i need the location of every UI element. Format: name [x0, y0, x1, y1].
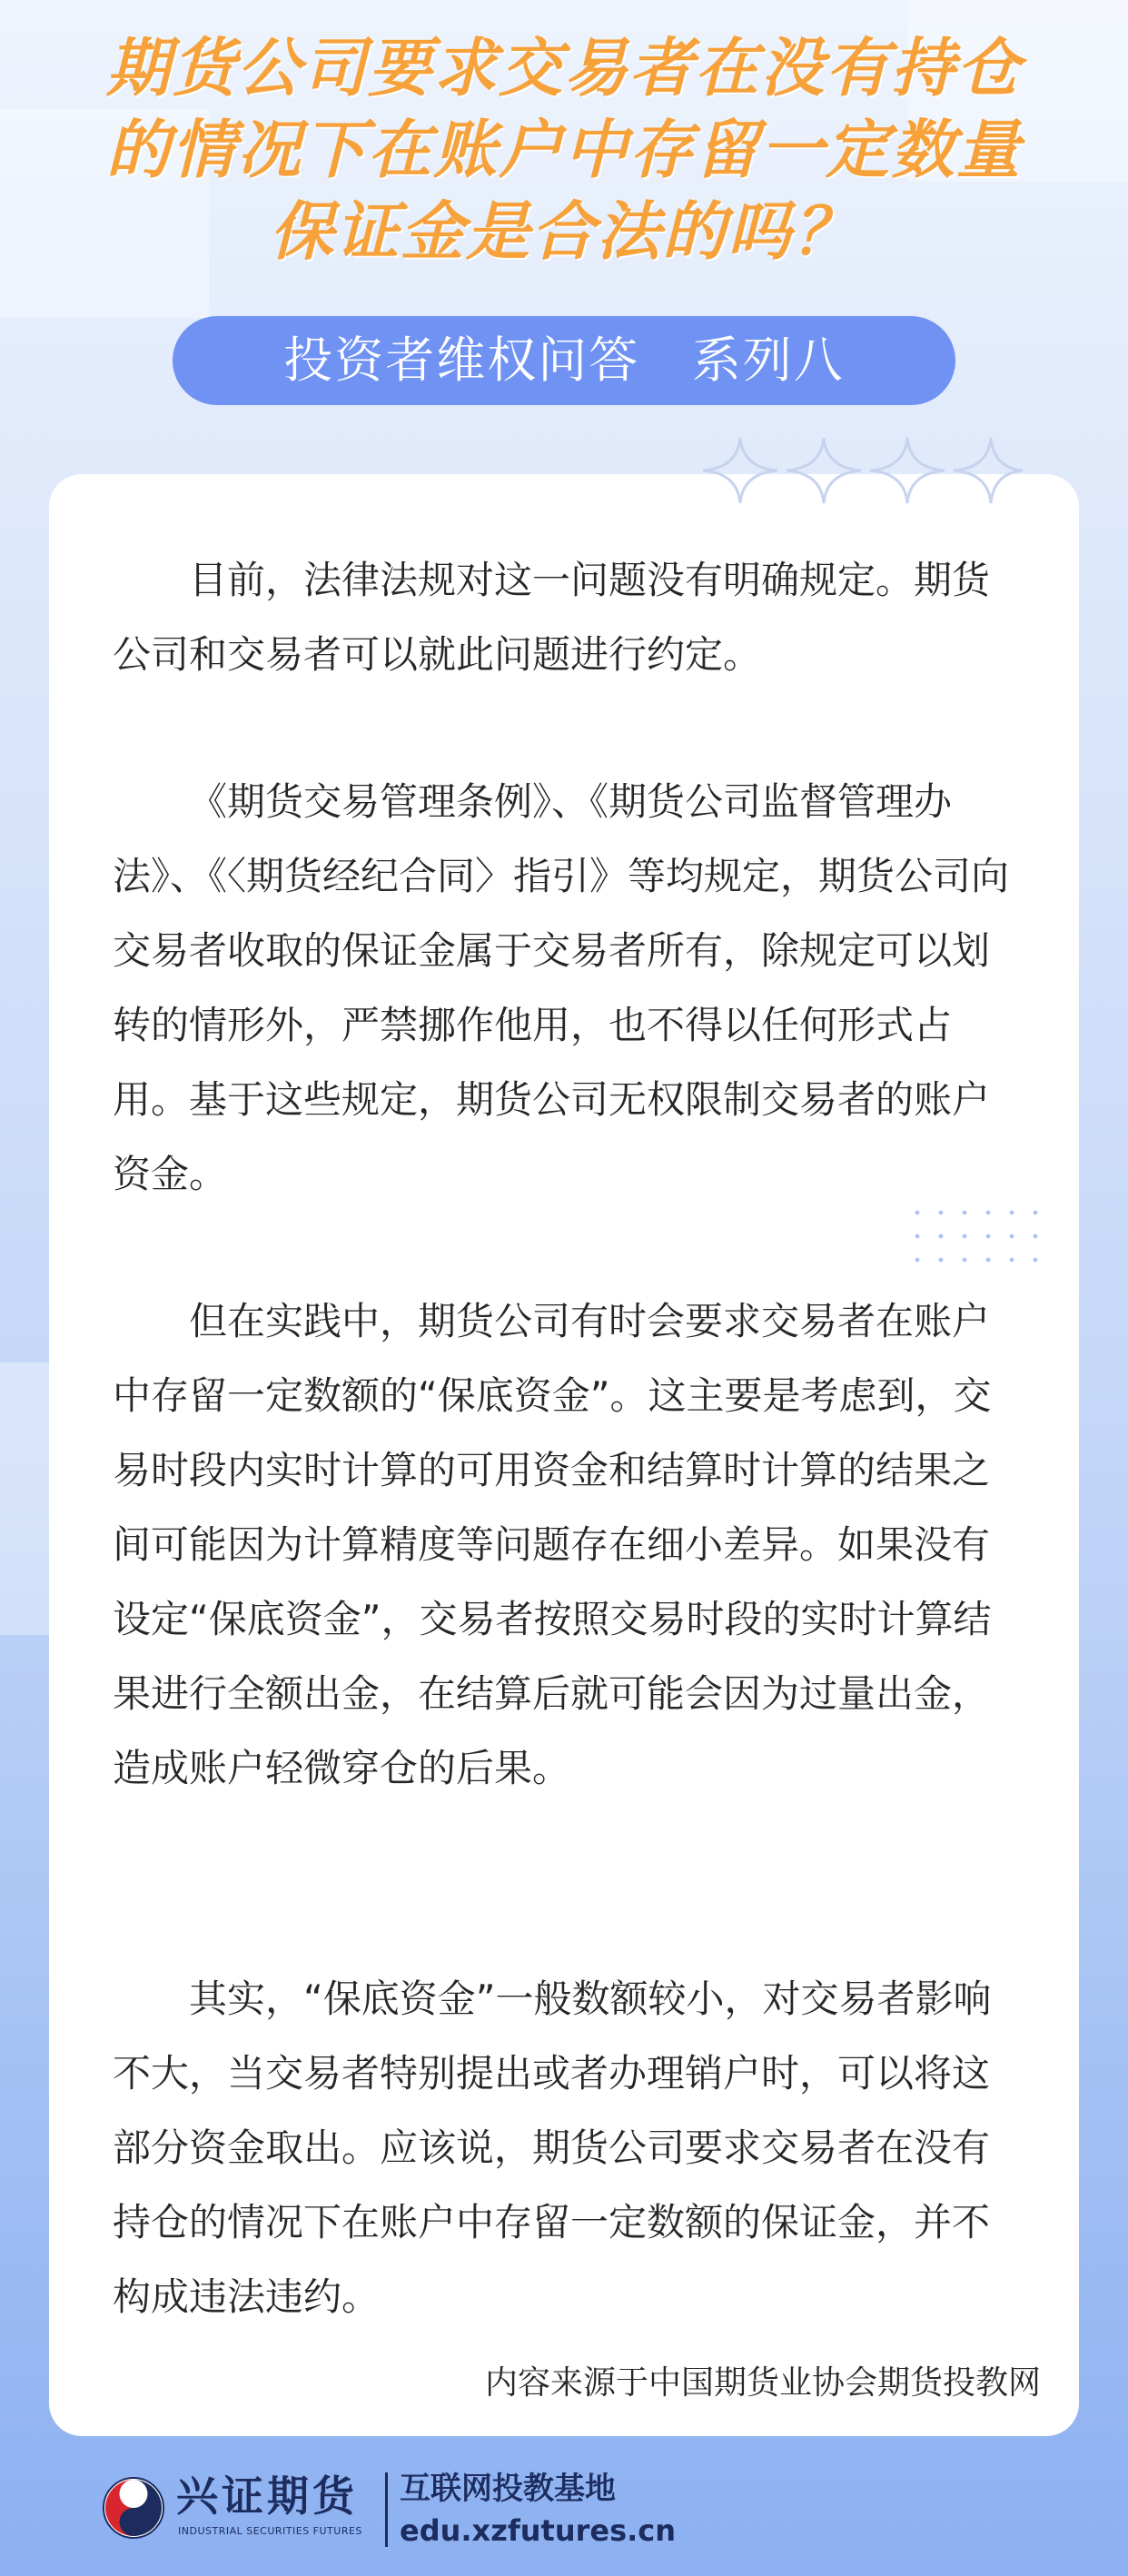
- title-line: 的情况下在账户中存留一定数量: [106, 113, 1022, 187]
- title-line: 保证金是合法的吗？: [270, 194, 858, 269]
- sparkle-star-icon: [703, 438, 777, 503]
- footer-divider: [385, 2472, 388, 2547]
- page-title: [36, 27, 1092, 272]
- footer-tagline: 互联网投教基地: [400, 2471, 616, 2507]
- decor-square: [0, 1362, 49, 1635]
- brand-name: 兴证期货: [176, 2472, 358, 2521]
- sparkle-star-icon: [870, 438, 945, 503]
- article-paragraph: 目前，法律法规对这一问题没有明确规定。期货公司和交易者可以就此问题进行约定。: [113, 558, 991, 677]
- dot-grid-decoration: [905, 1201, 1051, 1273]
- footer-brand: [102, 2460, 737, 2560]
- article-paragraph: 其实，“保底资金”一般数额较小，对交易者影响不大，当交易者特别提出或者办理销户时，可以将这部分资金取出。应该说，期货公司要求交易者在没有持仓的情况下在账户中存留一定数额的保证金，并不构成违法违约。: [113, 1977, 992, 2319]
- source-note: 内容来源于中国期货业协会期货投教网: [484, 2364, 1041, 2402]
- sparkle-star-icon: [787, 438, 861, 503]
- sparkle-star-icon: [954, 438, 1023, 503]
- article-paragraph: 但在实践中，期货公司有时会要求交易者在账户中存留一定数额的“保底资金”。这主要是考虑到，交易时段内实时计算的可用资金和结算时计算的结果之间可能因为计算精度等问题存在细小差异。如果没有设定“保底资金”，交易者按照交易时段的实时计算结果进行全额出金，在结算后就可能会因为过量出金，造成账户轻微穿仓的后果。: [113, 1299, 992, 1790]
- brand-name-en: INDUSTRIAL SECURITIES FUTURES: [178, 2525, 362, 2537]
- xingzheng-logo-icon: [102, 2476, 165, 2540]
- article-paragraph: 《期货交易管理条例》、《期货公司监督管理办法》、《〈期货经纪合同〉指引》等均规定，期货公司向交易者收取的保证金属于交易者所有，除规定可以划转的情形外，严禁挪作他用，也不得以任何形式占用。基于这些规定，期货公司无权限制交易者的账户资金。: [113, 779, 1010, 1196]
- series-badge: 投资者维权问答 系列八: [173, 316, 955, 405]
- title-line: 期货公司要求交易者在没有持仓: [106, 31, 1022, 105]
- footer-url[interactable]: edu.xzfutures.cn: [400, 2513, 677, 2548]
- sparkle-stars-decoration: [699, 434, 1026, 507]
